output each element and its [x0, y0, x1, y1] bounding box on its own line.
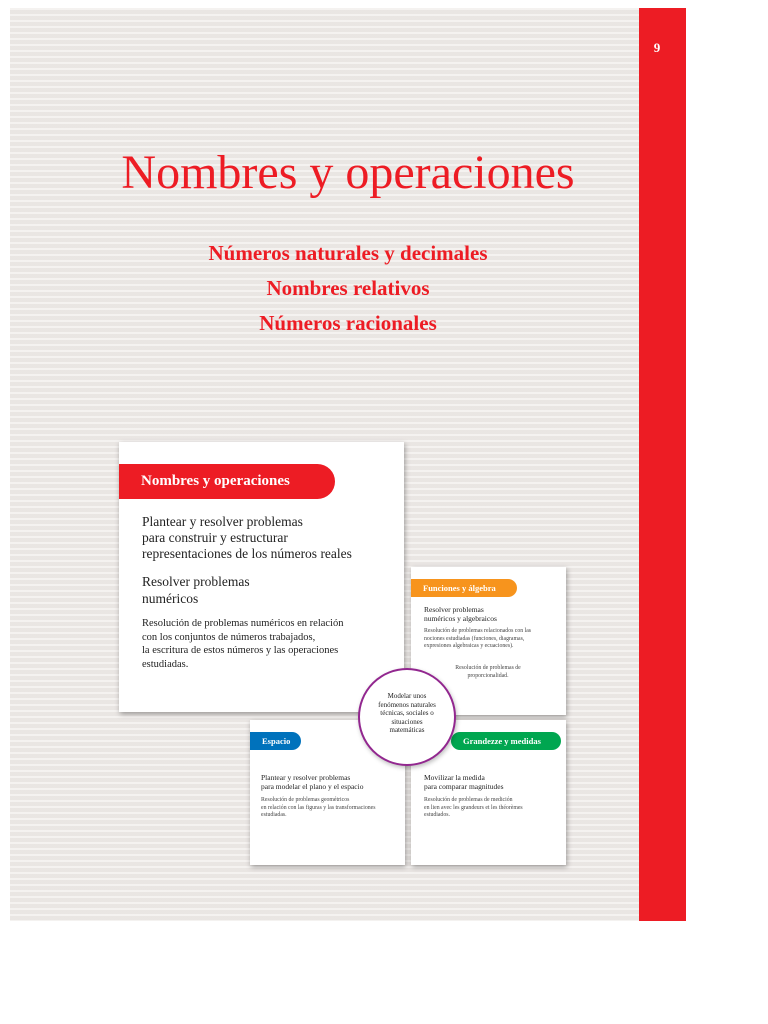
card-heading-construct: Plantear y resolver problemas para construir y estructurar representaciones de los números reales: [142, 514, 352, 561]
magnitudes-tag: Grandezze y medidas: [451, 732, 561, 750]
functions-algebra-tag: Funciones y álgebra: [411, 579, 517, 597]
numbers-operations-card: [119, 442, 404, 712]
space-heading: Plantear y resolver problemas para modelar el plano y el espacio: [261, 773, 364, 791]
page-number: 9: [653, 40, 661, 55]
functions-paragraph-1: Resolución de problemas relacionados con las nociones estudiadas (funciones, diagramas, expresiones algebraicas y ecuaciones).: [424, 628, 532, 649]
subtitle-3: Números racionales: [259, 311, 437, 335]
card-paragraph: Resolución de problemas numéricos en relación con los conjuntos de números trabajados, la escritura de estos números y las operaciones estudiadas.: [142, 618, 344, 670]
modeling-circle: [358, 668, 456, 766]
modeling-circle-text: Modelar unos fenómenos naturales técnicas, sociales o situaciones matemáticas: [378, 692, 436, 734]
card-heading-solve: Resolver problemas numéricos: [142, 574, 250, 606]
numbers-operations-tag: Nombres y operaciones: [119, 464, 335, 499]
chapter-title: Nombres y operaciones: [121, 146, 575, 199]
space-paragraph: Resolución de problemas geométricos en relación con las figuras y las transformaciones estudiadas.: [261, 797, 376, 818]
magnitudes-heading: Movilizar la medida para comparar magnitudes: [424, 773, 504, 791]
magnitudes-paragraph: Resolución de problemas de medición en lien avec les grandeurs et les théorèmes estudiados.: [424, 797, 523, 818]
functions-heading: Resolver problemas numéricos y algebraicos: [424, 605, 497, 623]
subtitle-2: Nombres relativos: [266, 276, 430, 300]
space-tag: Espacio: [250, 732, 301, 750]
functions-paragraph-2: Resolución de problemas de proporcionalidad.: [455, 665, 521, 679]
subtitle-1: Números naturales y decimales: [208, 241, 488, 265]
